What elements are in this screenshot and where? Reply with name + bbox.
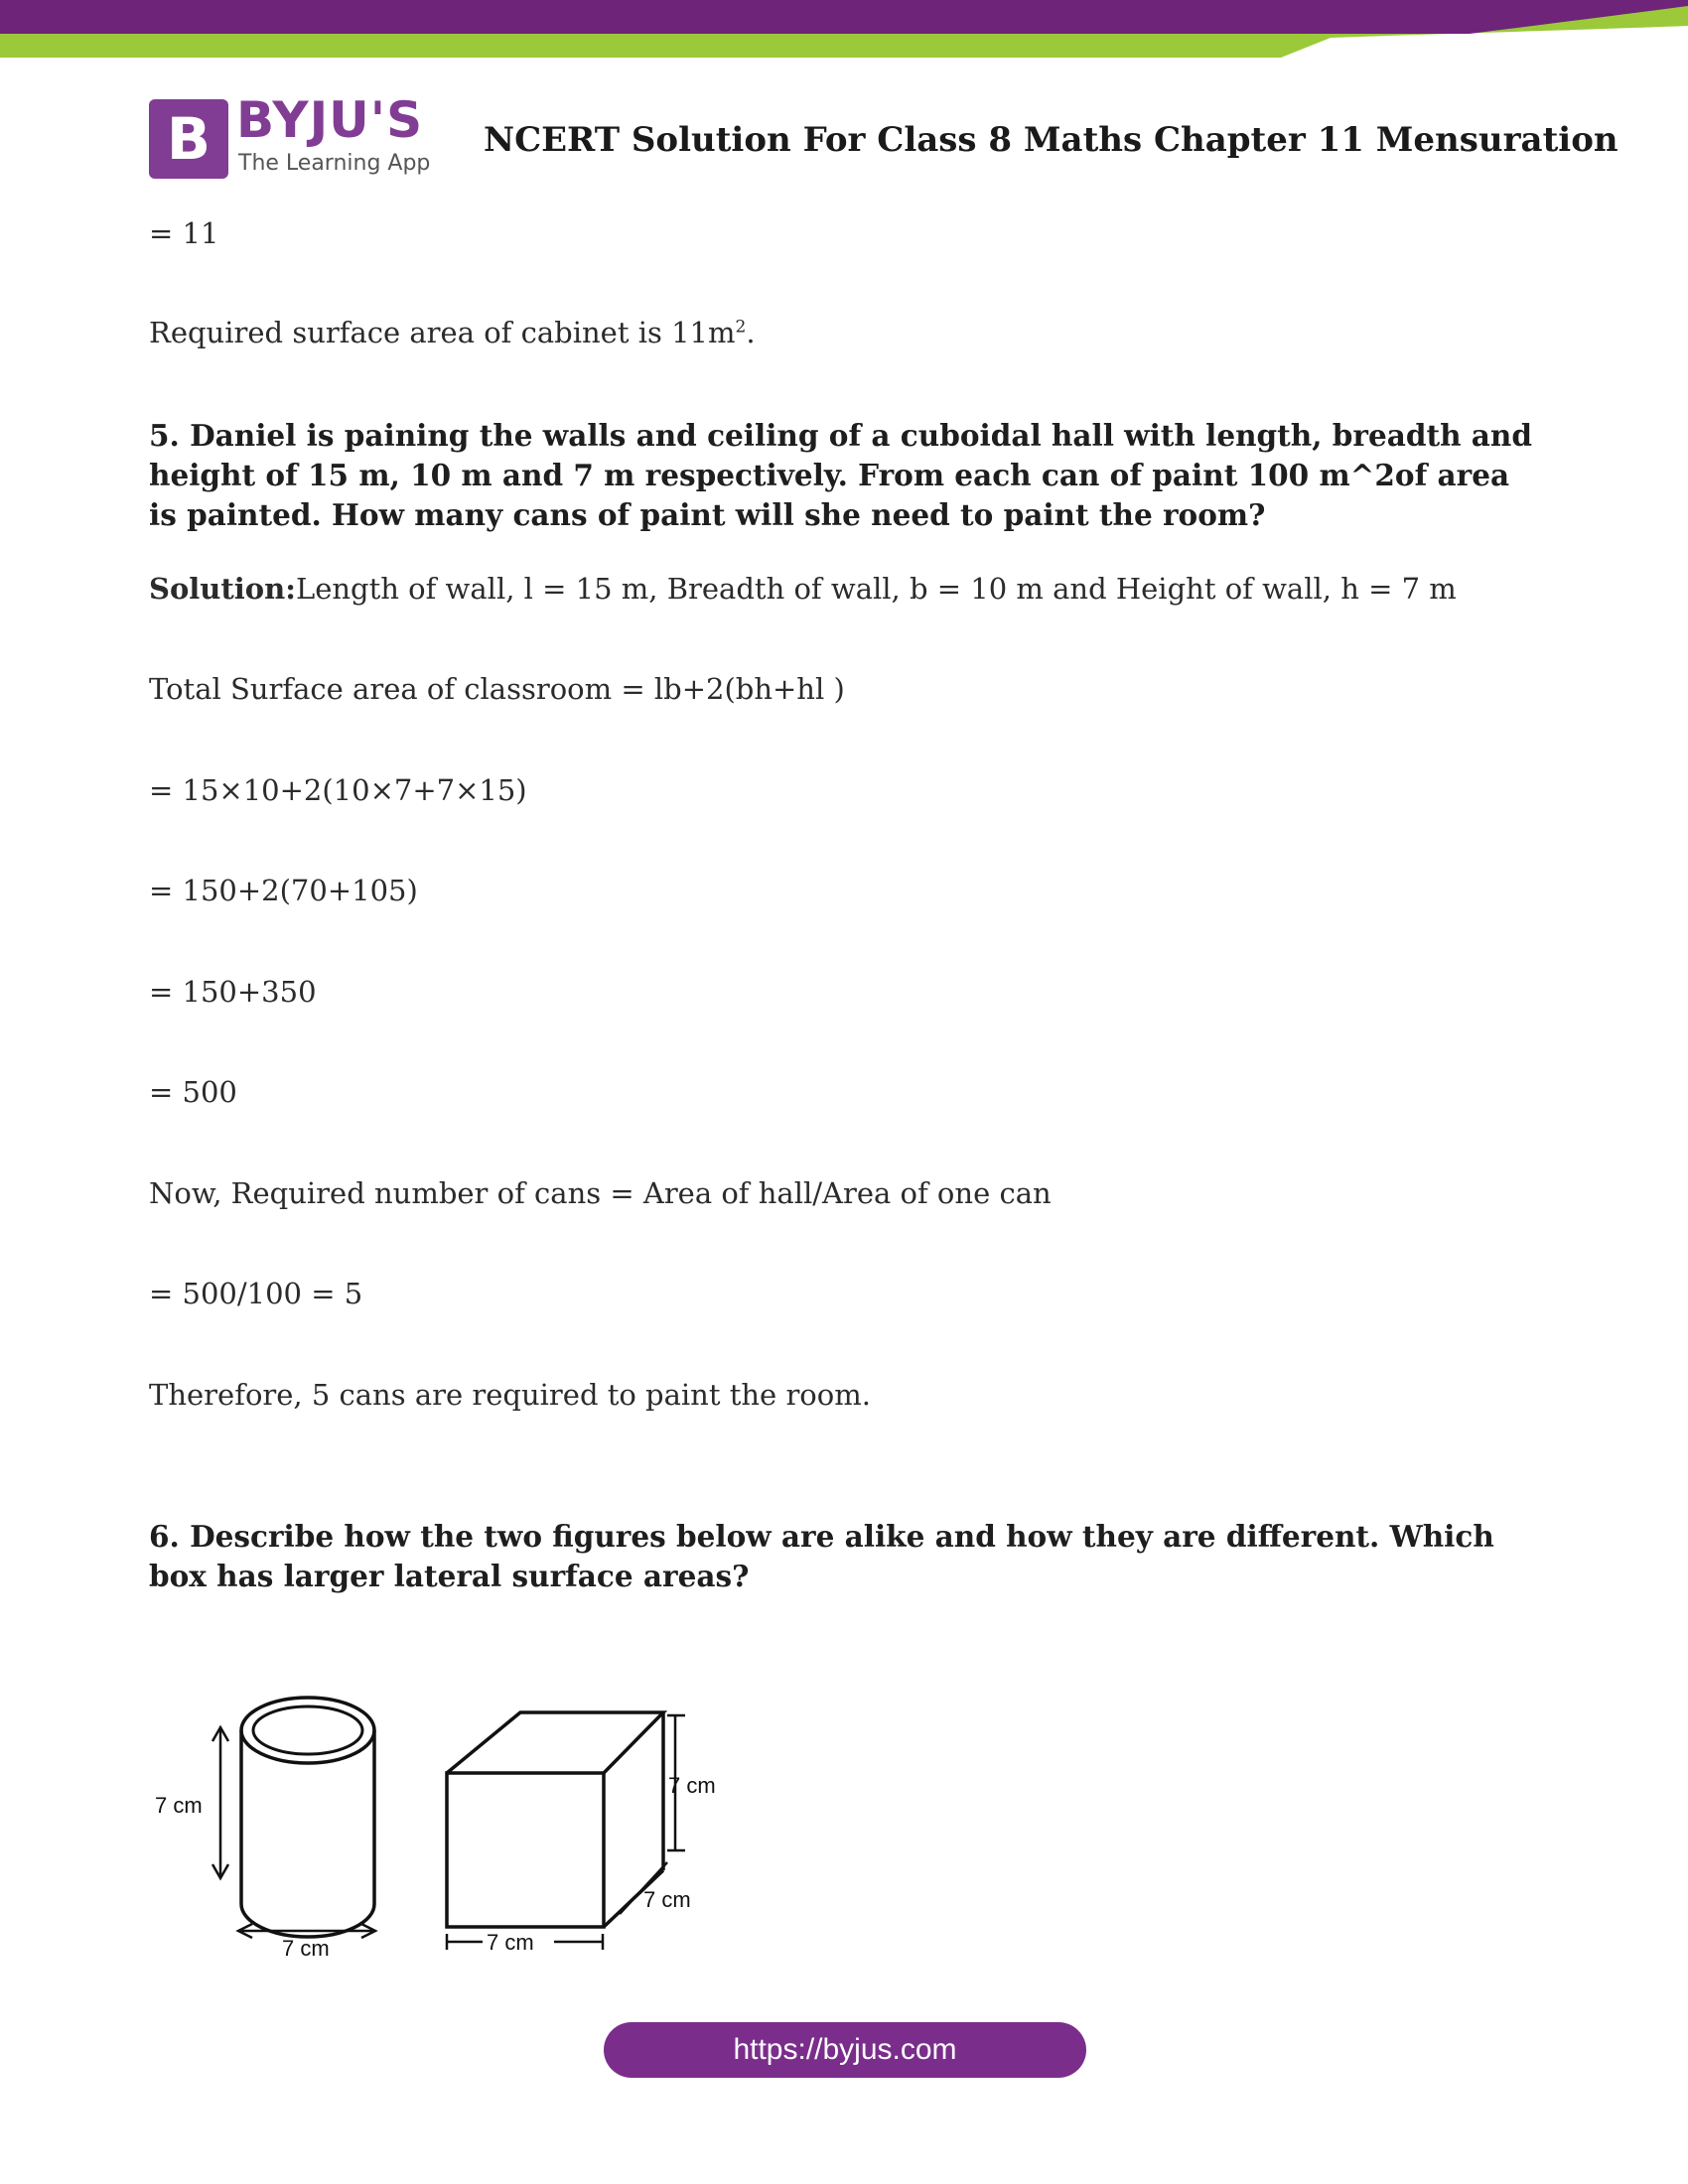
question-5: 5. Daniel is paining the walls and ceiling of a cuboidal hall with length, breadth and height of 15 m, 10 m and 7 m respectively. From each can of paint 100 m^2of area is painted. How many cans of paint will she need to paint the room? xyxy=(149,418,1532,532)
cube-height-label: 7 cm xyxy=(668,1773,716,1798)
step-line: = 150+2(70+105) xyxy=(149,874,418,907)
logo-brand-name: BYJU'S xyxy=(236,91,424,149)
cabinet-answer-superscript: 2 xyxy=(735,317,747,338)
logo-letter: B xyxy=(166,105,211,173)
conclusion-line: Therefore, 5 cans are required to paint the room. xyxy=(149,1378,871,1412)
byjus-logo xyxy=(149,91,437,181)
header-color-band xyxy=(0,0,1688,62)
cube-figure xyxy=(447,1712,685,1950)
solution-line xyxy=(149,572,1457,606)
step-line: = 15×10+2(10×7+7×15) xyxy=(149,773,527,807)
step-line: Total Surface area of classroom = lb+2(bh+hl ) xyxy=(149,672,845,706)
question-6: 6. Describe how the two figures below are alike and how they are different. Which box has larger lateral surface areas? xyxy=(149,1519,1494,1593)
logo-tagline: The Learning App xyxy=(238,151,431,176)
cube-depth-label: 7 cm xyxy=(643,1887,691,1912)
step-line: = 500 xyxy=(149,1075,237,1109)
page-title: NCERT Solution For Class 8 Maths Chapter 11 Mensuration xyxy=(484,120,1618,160)
logo-badge xyxy=(149,99,228,179)
footer-url-link[interactable]: https://byjus.com xyxy=(604,2022,1086,2078)
step-line: = 150+350 xyxy=(149,975,317,1009)
equation-line: = 11 xyxy=(149,216,219,250)
cylinder-and-cube-figure xyxy=(149,1688,745,1976)
cube-width-label: 7 cm xyxy=(487,1930,534,1955)
cylinder-figure xyxy=(212,1698,375,1938)
step-line: Now, Required number of cans = Area of hall/Area of one can xyxy=(149,1176,1052,1210)
cylinder-diameter-label: 7 cm xyxy=(282,1936,330,1961)
cabinet-answer-suffix: . xyxy=(746,316,756,349)
solution-text: Length of wall, l = 15 m, Breadth of wall, b = 10 m and Height of wall, h = 7 m xyxy=(295,572,1457,606)
cabinet-answer xyxy=(149,316,756,349)
cabinet-answer-text: Required surface area of cabinet is 11m xyxy=(149,316,736,349)
step-line: = 500/100 = 5 xyxy=(149,1277,363,1310)
solution-label: Solution: xyxy=(149,572,296,606)
cylinder-height-label: 7 cm xyxy=(155,1793,203,1818)
